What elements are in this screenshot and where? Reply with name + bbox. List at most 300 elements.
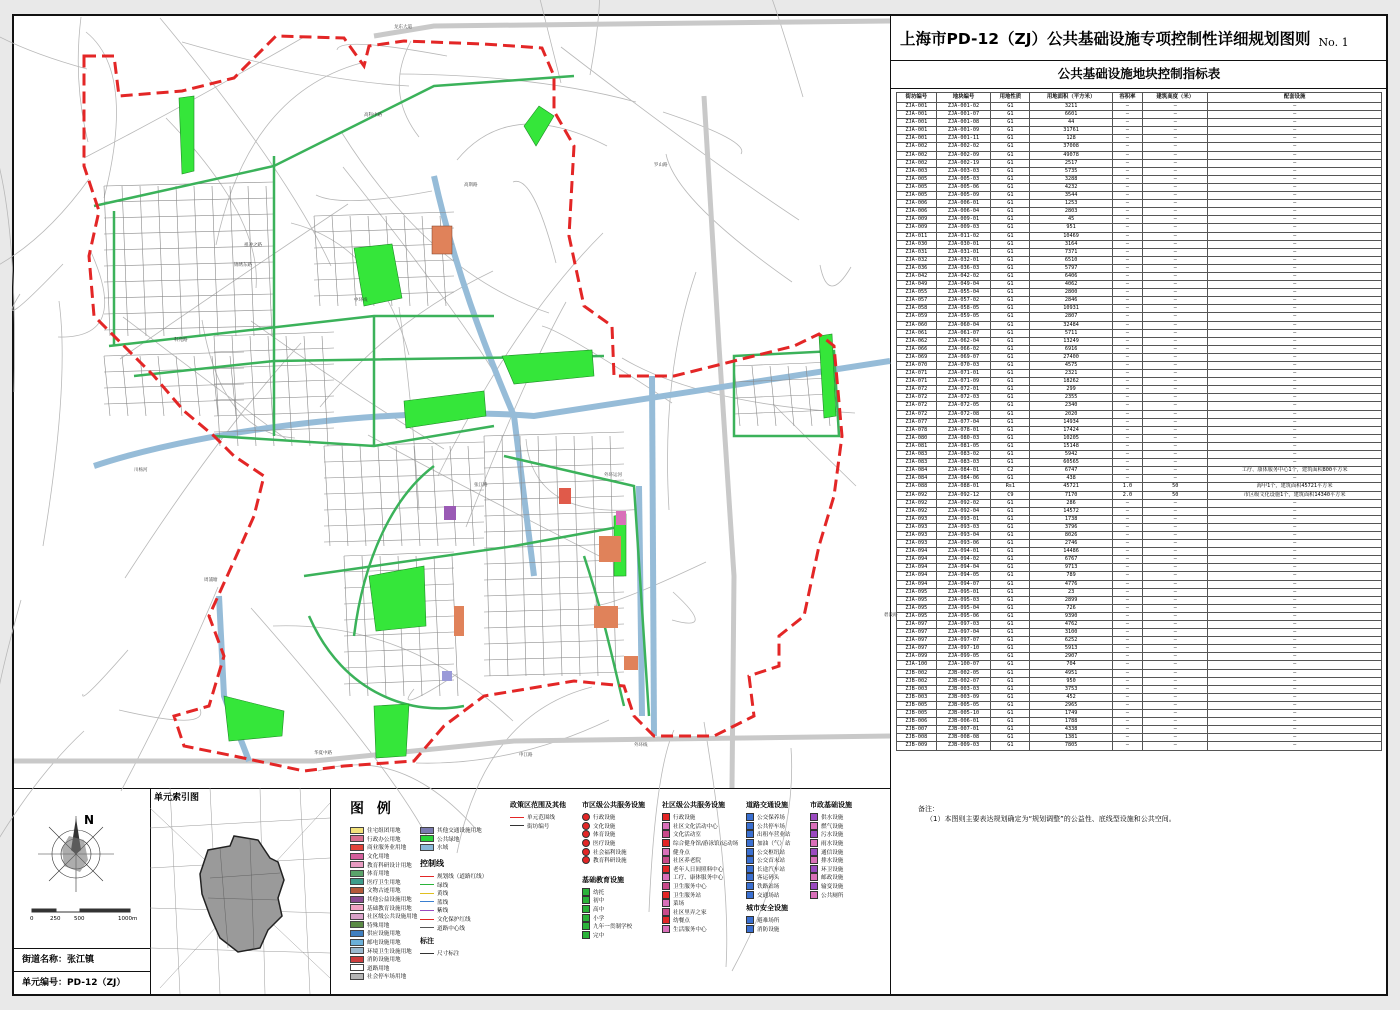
table-cell: — xyxy=(1143,507,1208,515)
table-cell: — xyxy=(1112,564,1143,572)
community-heading: 社区级公共服务设施 xyxy=(662,801,725,809)
legend-item xyxy=(746,839,791,848)
table-cell: 3100 xyxy=(1030,629,1112,637)
table-cell: — xyxy=(1112,645,1143,653)
table-cell: ZJA-072 xyxy=(897,386,937,394)
table-cell: ZJA-084-01 xyxy=(936,467,991,475)
table-cell: ZJA-001 xyxy=(897,127,937,135)
table-cell: — xyxy=(1112,192,1143,200)
legend-item-label: 体育用地 xyxy=(367,871,390,878)
right-panel xyxy=(890,16,1388,788)
legend-swatch-icon xyxy=(746,839,754,847)
table-cell: — xyxy=(1143,604,1208,612)
table-cell: 299 xyxy=(1030,386,1112,394)
legend-item-label: 供水设施 xyxy=(821,815,844,822)
table-cell: 37008 xyxy=(1030,143,1112,151)
table-cell: G1 xyxy=(991,143,1030,151)
table-cell: — xyxy=(1208,540,1382,548)
table-cell: 44 xyxy=(1030,119,1112,127)
table-cell: G1 xyxy=(991,337,1030,345)
legend-item xyxy=(810,822,852,831)
map-road-label: 川杨河 xyxy=(134,468,148,473)
table-cell: — xyxy=(1208,353,1382,361)
map-road-label: 罗山路 xyxy=(654,163,668,168)
table-cell: G1 xyxy=(991,305,1030,313)
table-cell: ZJB-005 xyxy=(897,710,937,718)
map-road-label: 祖冲之路 xyxy=(244,243,262,248)
table-cell: ZJA-072 xyxy=(897,410,937,418)
legend-item xyxy=(350,929,417,938)
table-cell: ZJA-092-04 xyxy=(936,507,991,515)
legend-item-label: 雨水设施 xyxy=(821,841,844,848)
legend-swatch-icon xyxy=(662,848,670,856)
map-road-label: 碧波路 xyxy=(884,613,898,618)
table-cell: G1 xyxy=(991,208,1030,216)
table-cell: — xyxy=(1112,685,1143,693)
table-header-cell: 建筑高度（米） xyxy=(1143,93,1208,103)
legend-swatch-icon xyxy=(746,873,754,881)
legend-item-label: 黄线 xyxy=(437,891,449,898)
table-cell: — xyxy=(1112,653,1143,661)
table-cell: — xyxy=(1143,402,1208,410)
table-cell: ZJA-095-06 xyxy=(936,612,991,620)
table-cell: — xyxy=(1208,548,1382,556)
table-cell: — xyxy=(1208,742,1382,750)
table-cell: — xyxy=(1112,305,1143,313)
legend-swatch-icon xyxy=(420,844,434,851)
table-cell: — xyxy=(1112,612,1143,620)
table-cell: G1 xyxy=(991,418,1030,426)
table-cell: ZJA-006-04 xyxy=(936,208,991,216)
table-cell: — xyxy=(1143,451,1208,459)
table-cell: G1 xyxy=(991,224,1030,232)
legend-item-label: 幼托 xyxy=(593,889,605,896)
legend-swatch-icon xyxy=(582,905,590,913)
table-cell: — xyxy=(1143,289,1208,297)
table-cell: — xyxy=(1143,426,1208,434)
table-cell: ZJA-097 xyxy=(897,645,937,653)
legend-item-label: 文物古迹用地 xyxy=(367,888,401,895)
legend-item-label: 文化设施 xyxy=(593,823,616,830)
table-cell: ZJA-032-01 xyxy=(936,256,991,264)
table-cell: — xyxy=(1143,394,1208,402)
table-cell: — xyxy=(1112,345,1143,353)
table-cell: ZJA-083 xyxy=(897,459,937,467)
table-cell: ZJA-097 xyxy=(897,629,937,637)
legend-item xyxy=(350,921,417,930)
legend-item xyxy=(420,915,487,924)
table-cell: G1 xyxy=(991,434,1030,442)
legend-swatch-icon xyxy=(420,835,434,842)
table-cell: 14572 xyxy=(1030,507,1112,515)
table-cell: — xyxy=(1143,523,1208,531)
table-cell: ZJB-007 xyxy=(897,726,937,734)
table-cell: ZJA-094 xyxy=(897,580,937,588)
table-cell: ZJA-031 xyxy=(897,248,937,256)
table-cell: — xyxy=(1112,111,1143,119)
table-cell: ZJA-009-03 xyxy=(936,224,991,232)
table-cell: G1 xyxy=(991,321,1030,329)
table-cell: — xyxy=(1208,378,1382,386)
table-cell: ZJA-002-09 xyxy=(936,151,991,159)
table-row xyxy=(897,167,1382,175)
legend-swatch-icon xyxy=(420,910,434,911)
table-cell: ZJA-055 xyxy=(897,289,937,297)
table-row xyxy=(897,669,1382,677)
table-cell: — xyxy=(1208,442,1382,450)
legend-item-label: 社区养老院 xyxy=(673,858,701,865)
table-cell: — xyxy=(1112,718,1143,726)
table-cell: ZJB-003-03 xyxy=(936,685,991,693)
legend-item-label: 生活服务中心 xyxy=(673,927,707,934)
table-cell: 3211 xyxy=(1030,103,1112,111)
table-cell: G1 xyxy=(991,175,1030,183)
table-cell: — xyxy=(1143,548,1208,556)
legend-item xyxy=(420,923,487,932)
table-cell: — xyxy=(1208,507,1382,515)
table-cell: — xyxy=(1143,353,1208,361)
table-row xyxy=(897,321,1382,329)
table-cell: 6601 xyxy=(1030,111,1112,119)
table-cell: 4338 xyxy=(1030,726,1112,734)
table-row xyxy=(897,467,1382,475)
table-cell: 1381 xyxy=(1030,734,1112,742)
table-cell: — xyxy=(1112,661,1143,669)
legend-swatch-icon xyxy=(810,873,818,881)
table-cell: — xyxy=(1208,362,1382,370)
legend-item xyxy=(350,895,417,904)
table-cell: — xyxy=(1112,240,1143,248)
table-cell: — xyxy=(1143,362,1208,370)
legend-swatch-icon xyxy=(350,939,364,946)
legend-swatch-icon xyxy=(350,896,364,903)
table-cell: G1 xyxy=(991,742,1030,750)
legend-swatch-icon xyxy=(662,899,670,907)
table-cell: 4575 xyxy=(1030,362,1112,370)
legend-item xyxy=(662,890,738,899)
table-header-cell: 用地面积（平方米） xyxy=(1030,93,1112,103)
table-cell: — xyxy=(1143,272,1208,280)
table-cell: 1788 xyxy=(1030,718,1112,726)
table-cell: ZJA-078 xyxy=(897,426,937,434)
table-row xyxy=(897,386,1382,394)
table-cell: G1 xyxy=(991,362,1030,370)
table-cell: ZJA-093-01 xyxy=(936,515,991,523)
legend-swatch-icon xyxy=(662,873,670,881)
map-road-label: 高科中路 xyxy=(364,113,382,118)
legend-item xyxy=(350,826,417,835)
table-cell: ZJB-003-09 xyxy=(936,693,991,701)
street-name: 街道名称：张江镇 xyxy=(14,949,150,972)
legend-swatch-icon xyxy=(420,884,434,885)
table-cell: — xyxy=(1143,151,1208,159)
table-header-cell: 配套设施 xyxy=(1208,93,1382,103)
table-cell: — xyxy=(1112,572,1143,580)
table-cell: ZJA-097 xyxy=(897,621,937,629)
legend-item xyxy=(810,856,852,865)
legend-item xyxy=(746,813,791,822)
table-row xyxy=(897,224,1382,232)
table-cell: — xyxy=(1112,378,1143,386)
table-cell: — xyxy=(1112,321,1143,329)
legend-swatch-icon xyxy=(350,973,364,980)
table-cell: ZJA-006 xyxy=(897,208,937,216)
table-cell: — xyxy=(1208,726,1382,734)
legend-swatch-icon xyxy=(746,891,754,899)
table-cell: ZJA-005 xyxy=(897,192,937,200)
table-row xyxy=(897,337,1382,345)
table-cell: ZJB-002-07 xyxy=(936,677,991,685)
table-cell: 2803 xyxy=(1030,208,1112,216)
plan-title: 上海市PD-12（ZJ）公共基础设施专项控制性详细规划图则 xyxy=(900,30,1311,48)
legend-item xyxy=(810,830,852,839)
table-cell: 4776 xyxy=(1030,580,1112,588)
table-cell: ZJA-078-01 xyxy=(936,426,991,434)
table-cell: — xyxy=(1112,548,1143,556)
table-cell: 5711 xyxy=(1030,329,1112,337)
table-cell: — xyxy=(1143,540,1208,548)
legend-swatch-icon xyxy=(746,925,754,933)
table-cell: 1.0 xyxy=(1112,483,1143,491)
legend-item xyxy=(746,882,791,891)
legend-item xyxy=(582,856,645,865)
legend-item-label: 道路用地 xyxy=(367,965,390,972)
table-row xyxy=(897,305,1382,313)
table-cell: — xyxy=(1208,556,1382,564)
table-cell: 726 xyxy=(1030,604,1112,612)
table-cell: ZJA-094-01 xyxy=(936,548,991,556)
legend-item xyxy=(662,822,738,831)
table-cell: G1 xyxy=(991,710,1030,718)
legend-item-label: 道路中心线 xyxy=(437,925,465,932)
table-cell: G1 xyxy=(991,127,1030,135)
background-road xyxy=(0,144,15,392)
table-row xyxy=(897,281,1382,289)
table-row xyxy=(897,629,1382,637)
table-cell: ZJA-100-07 xyxy=(936,661,991,669)
table-cell: — xyxy=(1143,726,1208,734)
table-cell: — xyxy=(1112,604,1143,612)
legend-city-column xyxy=(582,800,645,939)
table-cell: ZJA-083-02 xyxy=(936,451,991,459)
map-road-label: 周浦塘 xyxy=(204,578,218,583)
table-cell: ZJB-005-10 xyxy=(936,710,991,718)
table-cell: ZJA-036 xyxy=(897,264,937,272)
table-cell: — xyxy=(1208,645,1382,653)
legend-swatch-icon xyxy=(420,893,434,894)
table-cell: 2517 xyxy=(1030,159,1112,167)
table-cell: G1 xyxy=(991,507,1030,515)
legend-swatch-icon xyxy=(746,856,754,864)
table-cell: ZJB-007-01 xyxy=(936,726,991,734)
legend-item xyxy=(350,903,417,912)
table-cell: ZJA-094-05 xyxy=(936,572,991,580)
legend-item-label: 基础教育设施用地 xyxy=(367,905,412,912)
table-row xyxy=(897,272,1382,280)
table-row xyxy=(897,216,1382,224)
legend-municipal-items xyxy=(810,813,852,899)
legend-item xyxy=(420,826,487,835)
table-cell: — xyxy=(1208,394,1382,402)
table-cell: ZJA-071-01 xyxy=(936,370,991,378)
table-cell: — xyxy=(1208,127,1382,135)
safety-heading: 城市安全设施 xyxy=(746,903,788,912)
table-cell: — xyxy=(1208,289,1382,297)
table-cell: — xyxy=(1143,313,1208,321)
table-cell: ZJA-084 xyxy=(897,467,937,475)
table-cell: — xyxy=(1112,507,1143,515)
table-cell: — xyxy=(1208,240,1382,248)
legend-traffic-items xyxy=(746,813,791,899)
table-cell: 7805 xyxy=(1030,742,1112,750)
table-row xyxy=(897,442,1382,450)
table-cell: G1 xyxy=(991,111,1030,119)
table-cell: ZJA-081-05 xyxy=(936,442,991,450)
table-cell: G1 xyxy=(991,669,1030,677)
north-arrow-icon xyxy=(14,788,150,948)
legend-swatch-icon xyxy=(810,822,818,830)
table-cell: 6747 xyxy=(1030,467,1112,475)
table-cell: ZJA-006-01 xyxy=(936,200,991,208)
table-cell: — xyxy=(1208,135,1382,143)
table-cell: — xyxy=(1112,143,1143,151)
sheet-number: No. 1 xyxy=(1318,35,1349,49)
table-cell: 32484 xyxy=(1030,321,1112,329)
legend-swatch-icon xyxy=(510,817,524,818)
legend-item xyxy=(350,843,417,852)
legend-item-label: 通信设施 xyxy=(821,849,844,856)
table-cell: ZJB-002 xyxy=(897,677,937,685)
table-row xyxy=(897,693,1382,701)
table-row xyxy=(897,143,1382,151)
map-road-label: 张江路 xyxy=(474,483,488,488)
table-cell: ZJA-030 xyxy=(897,240,937,248)
table-cell: — xyxy=(1112,200,1143,208)
table-cell: ZJA-097-03 xyxy=(936,621,991,629)
table-cell: — xyxy=(1208,281,1382,289)
table-cell: ZJA-094-04 xyxy=(936,564,991,572)
table-cell: G1 xyxy=(991,345,1030,353)
legend-item xyxy=(420,835,487,844)
legend-item xyxy=(662,839,738,848)
table-cell: ZJA-066 xyxy=(897,345,937,353)
table-row xyxy=(897,402,1382,410)
table-cell: ZJA-072 xyxy=(897,394,937,402)
table-cell: — xyxy=(1143,119,1208,127)
table-cell: — xyxy=(1208,248,1382,256)
table-cell: 海甲1个，建筑面积45721平方米 xyxy=(1208,483,1382,491)
table-row xyxy=(897,507,1382,515)
table-cell: — xyxy=(1143,183,1208,191)
table-cell: — xyxy=(1208,321,1382,329)
table-cell: — xyxy=(1208,256,1382,264)
table-cell: 27400 xyxy=(1030,353,1112,361)
control-index-table xyxy=(896,92,1382,751)
table-row xyxy=(897,701,1382,709)
legend-item-label: 行政办公用地 xyxy=(367,836,401,843)
legend-item xyxy=(662,899,738,908)
legend-item-label: 加油（气）站 xyxy=(757,841,791,848)
table-row xyxy=(897,192,1382,200)
table-cell: ZJB-009 xyxy=(897,742,937,750)
table-cell: 789 xyxy=(1030,572,1112,580)
legend-item xyxy=(662,908,738,917)
table-cell: ZJA-080 xyxy=(897,434,937,442)
table-cell: G1 xyxy=(991,451,1030,459)
city-heading: 市区级公共服务设施 xyxy=(582,801,645,809)
table-cell: — xyxy=(1208,232,1382,240)
table-cell: ZJA-011-02 xyxy=(936,232,991,240)
table-cell: — xyxy=(1143,596,1208,604)
table-title: 公共基础设施地块控制指标表 xyxy=(890,60,1388,89)
legend-item-label: 公交枢纽站 xyxy=(757,849,785,856)
legend-item xyxy=(662,830,738,839)
legend-item-label: 消防设施用地 xyxy=(367,957,401,964)
table-cell: ZJB-005 xyxy=(897,701,937,709)
table-cell: ZJA-062 xyxy=(897,337,937,345)
legend-heading: 图 例 xyxy=(350,801,395,817)
table-row xyxy=(897,264,1382,272)
table-cell: 3164 xyxy=(1030,240,1112,248)
table-cell: — xyxy=(1208,103,1382,111)
table-cell: — xyxy=(1112,726,1143,734)
table-cell: 2355 xyxy=(1030,394,1112,402)
map-road-label: 科苑路 xyxy=(174,338,188,343)
table-cell: — xyxy=(1112,183,1143,191)
legend-swatch-icon xyxy=(810,865,818,873)
table-cell: 4062 xyxy=(1030,281,1112,289)
table-cell: G1 xyxy=(991,402,1030,410)
table-cell: G1 xyxy=(991,564,1030,572)
table-row xyxy=(897,459,1382,467)
table-cell: ZJA-072-05 xyxy=(936,402,991,410)
legend-swatch-icon xyxy=(420,876,434,877)
table-cell: ZJA-080-03 xyxy=(936,434,991,442)
table-cell: ZJA-001 xyxy=(897,111,937,119)
table-cell: G1 xyxy=(991,523,1030,531)
table-cell: — xyxy=(1112,540,1143,548)
legend-item xyxy=(582,847,645,856)
legend-swatch-icon xyxy=(350,956,364,963)
table-cell: ZJA-049 xyxy=(897,281,937,289)
legend-item-label: 公交首末站 xyxy=(757,858,785,865)
table-cell: — xyxy=(1208,580,1382,588)
table-cell: ZJA-095 xyxy=(897,604,937,612)
table-cell: G1 xyxy=(991,596,1030,604)
legend-swatch-icon xyxy=(582,931,590,939)
table-cell: — xyxy=(1208,297,1382,305)
table-cell: — xyxy=(1208,313,1382,321)
legend-item xyxy=(746,830,791,839)
table-cell: ZJA-072-08 xyxy=(936,410,991,418)
legend-item xyxy=(350,955,417,964)
table-cell: — xyxy=(1143,305,1208,313)
table-cell: G1 xyxy=(991,329,1030,337)
table-cell: ZJA-061 xyxy=(897,329,937,337)
table-cell: — xyxy=(1143,467,1208,475)
legend-swatch-icon xyxy=(662,865,670,873)
legend-item xyxy=(662,856,738,865)
table-cell: — xyxy=(1112,701,1143,709)
table-cell: — xyxy=(1112,159,1143,167)
table-cell: — xyxy=(1143,192,1208,200)
legend-item xyxy=(420,898,487,907)
legend-item-label: 住宅组团用地 xyxy=(367,828,401,835)
policy-heading: 政策区范围及其他 xyxy=(510,801,566,809)
table-cell: ZJA-060-04 xyxy=(936,321,991,329)
table-cell: ZJA-093 xyxy=(897,515,937,523)
table-cell: 6406 xyxy=(1030,272,1112,280)
